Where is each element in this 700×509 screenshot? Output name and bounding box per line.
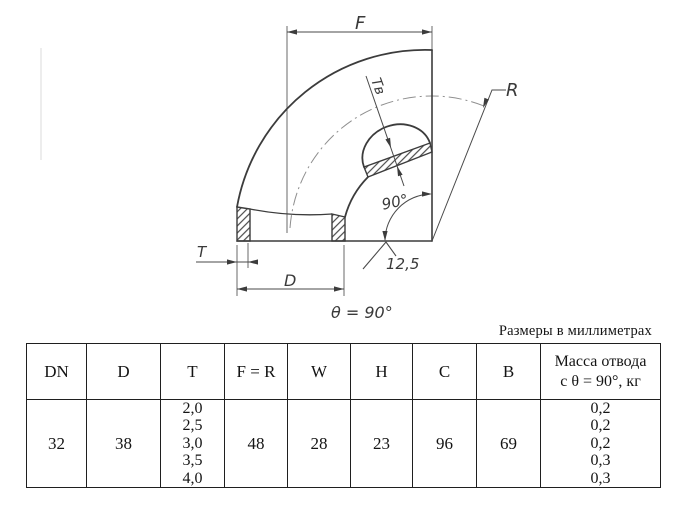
dimension-lines: [196, 32, 506, 289]
t-value: 2,0: [182, 400, 203, 417]
dimensions-table: [26, 343, 661, 488]
angle-label-90: 90°: [380, 190, 410, 214]
dim-label-t: T: [197, 243, 207, 261]
cell-t-values: [161, 400, 225, 488]
t-value: 4,0: [182, 469, 203, 487]
t-value: 2,5: [182, 417, 203, 435]
dim-label-r: R: [506, 80, 519, 101]
inner-arc: [345, 177, 368, 217]
cell-h: 23: [351, 400, 413, 488]
t-value: 3,0: [182, 434, 203, 452]
mass-value: 0,2: [590, 400, 611, 417]
col-header-t: T: [161, 344, 225, 400]
elbow-body: [237, 50, 432, 241]
mass-value: 0,2: [590, 417, 611, 435]
bottom-left-wall-section: [237, 207, 250, 241]
cell-c: 96: [413, 400, 477, 488]
col-header-fr: F = R: [225, 344, 288, 400]
mass-header-line1: Масса отвода: [554, 352, 647, 370]
dim-label-d: D: [284, 271, 297, 290]
t-value: 3,5: [182, 452, 203, 470]
leader-r: [432, 90, 506, 241]
cell-w: 28: [288, 400, 351, 488]
cell-fr: 48: [225, 400, 288, 488]
cell-dn: 32: [27, 400, 87, 488]
col-header-w: W: [288, 344, 351, 400]
cell-d: 38: [87, 400, 161, 488]
dim-label-f: F: [355, 13, 366, 34]
mass-header-line2: с θ = 90°, кг: [560, 372, 641, 390]
units-caption: Размеры в миллиметрах: [498, 323, 652, 339]
col-header-dn: DN: [27, 344, 87, 400]
cell-b: 69: [477, 400, 541, 488]
dimension-arrows: [227, 29, 489, 291]
col-header-h: H: [351, 344, 413, 400]
table-data-row: [27, 400, 661, 488]
theta-note: θ = 90°: [331, 303, 393, 322]
mass-value: 0,2: [590, 434, 611, 452]
table-header-row: [27, 344, 661, 400]
col-header-c: C: [413, 344, 477, 400]
col-header-b: B: [477, 344, 541, 400]
mass-value: 0,3: [590, 452, 611, 470]
col-header-d: D: [87, 344, 161, 400]
bottom-right-wall-section: [332, 214, 345, 241]
mass-value: 0,3: [590, 469, 611, 487]
cell-mass-values: [541, 400, 661, 488]
dim-label-tv: Тв: [367, 75, 389, 98]
col-header-mass: [541, 344, 661, 400]
bottom-bore-rim: [250, 209, 332, 215]
roughness-value: 12,5: [386, 255, 420, 273]
